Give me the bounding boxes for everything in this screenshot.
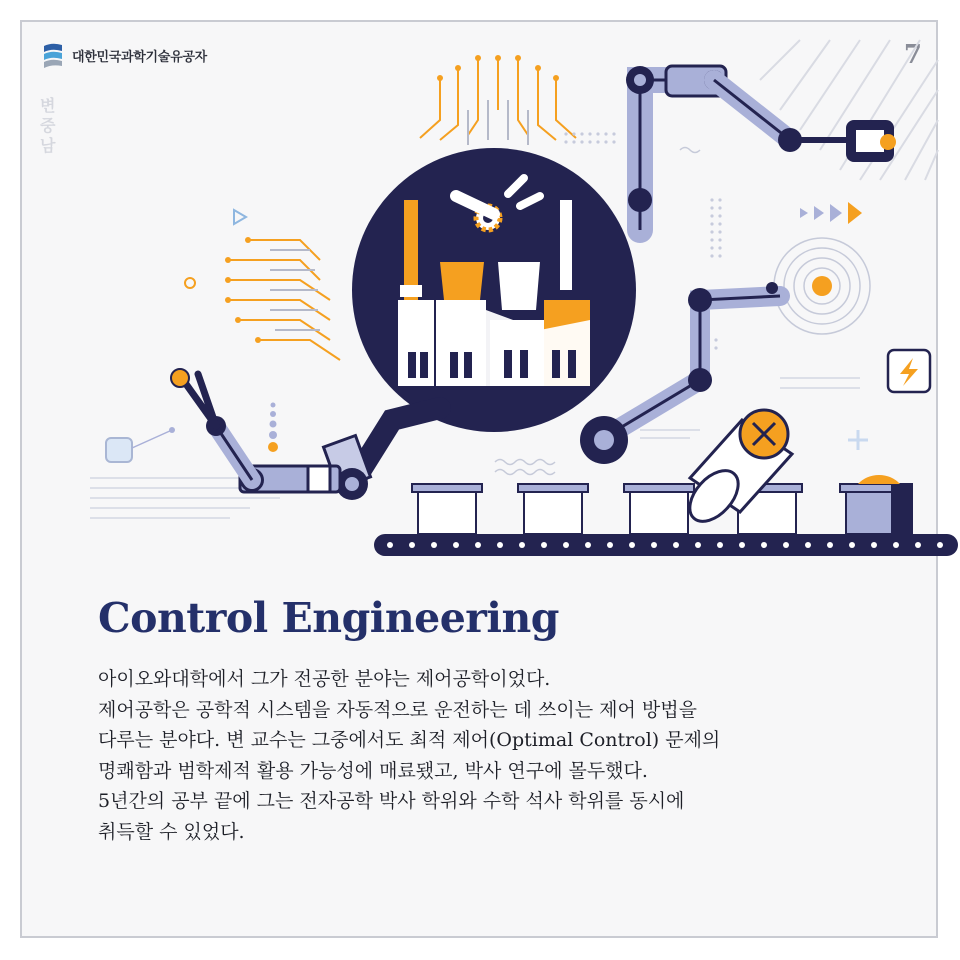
arrow-triangles xyxy=(800,202,862,224)
sensor-node xyxy=(106,438,132,462)
conveyor-belt xyxy=(374,534,958,556)
body-line: 아이오와대학에서 그가 전공한 분야는 제어공학이었다. xyxy=(98,668,551,690)
body-line: 명쾌함과 범학제적 활용 가능성에 매료됐고, 박사 연구에 몰두했다. xyxy=(98,759,648,782)
circuit-tree-top xyxy=(420,60,576,140)
vertical-name-tag: 변중남 xyxy=(40,96,56,155)
org-name: 대한민국과학기술유공자 xyxy=(72,49,207,65)
stacked-dots xyxy=(268,403,278,453)
body-line: 제어공학은 공학적 시스템을 자동적으로 운전하는 데 쓰이는 제어 방법을 xyxy=(98,698,697,721)
page-number: 7 xyxy=(903,40,922,70)
robot-arm-top-right xyxy=(626,66,896,230)
circuit-left xyxy=(230,240,340,360)
body-line: 다루는 분야다. 변 교수는 그중에서도 최적 제어(Optimal Control) 문제의 xyxy=(98,729,721,751)
article-title: Control Engineering xyxy=(98,594,559,642)
boxes xyxy=(412,484,912,534)
lightning-icon xyxy=(888,350,930,392)
body-line: 취득할 수 있었다. xyxy=(98,820,245,843)
article-body xyxy=(98,664,898,847)
factory-circle xyxy=(352,148,636,432)
plus-icon xyxy=(848,430,868,450)
body-line: 5년간의 공부 끝에 그는 전자공학 박사 학위와 수학 석사 학위를 동시에 xyxy=(98,790,685,812)
